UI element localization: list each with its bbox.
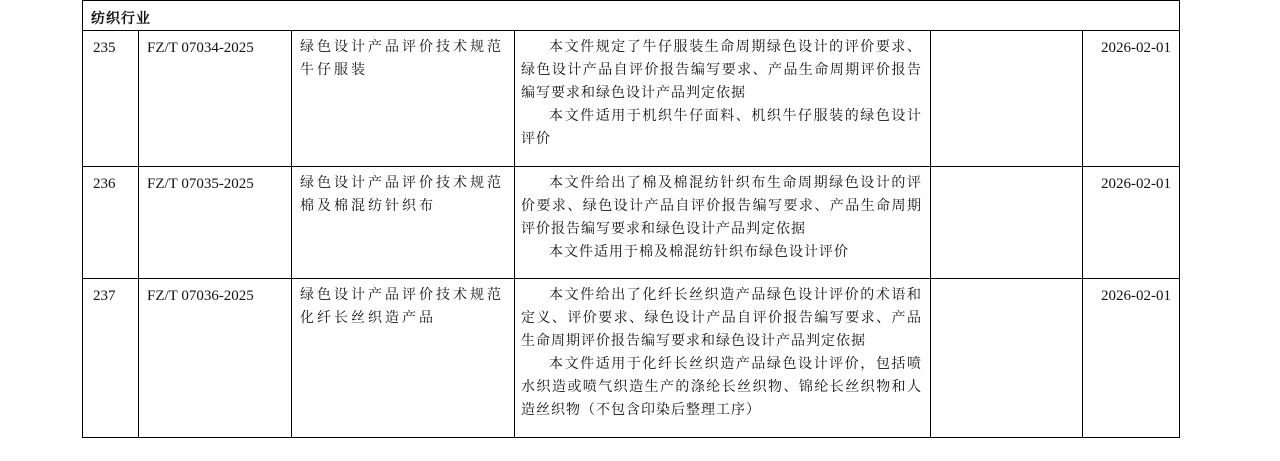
serial-number-cell xyxy=(83,31,139,167)
scope-paragraph: 本文件适用于棉及棉混纺针织布绿色设计评价 xyxy=(549,244,849,260)
implementation-date-cell xyxy=(1083,279,1180,438)
industry-header-row xyxy=(83,1,1180,31)
serial-number: 237 xyxy=(93,288,116,304)
standards-table xyxy=(82,0,1180,438)
scope-text xyxy=(515,279,930,422)
standard-name-cell xyxy=(292,279,515,438)
standard-code-cell xyxy=(139,167,292,279)
scope-cell xyxy=(515,31,931,167)
standard-name-cell xyxy=(292,167,515,279)
table-row xyxy=(83,279,1180,438)
serial-number-cell xyxy=(83,279,139,438)
standard-code: FZ/T 07035-2025 xyxy=(147,176,254,192)
scope-cell xyxy=(515,279,931,438)
scope-paragraph: 本文件给出了化纤长丝织造产品绿色设计评价的术语和定义、评价要求、绿色设计产品自评价报告编写要求、产品生命周期评价报告编写要求和绿色设计产品判定依据 xyxy=(521,287,922,349)
standard-name: 绿色设计产品评价技术规范 化纤长丝织造产品 xyxy=(300,287,504,326)
replaces-cell xyxy=(931,31,1083,167)
scope-paragraph: 本文件适用于化纤长丝织造产品绿色设计评价，包括喷水织造或喷气织造生产的涤纶长丝织物、锦纶长丝织物和人造丝织物（不包含印染后整理工序） xyxy=(521,356,922,418)
standard-code: FZ/T 07036-2025 xyxy=(147,288,254,304)
scope-cell xyxy=(515,167,931,279)
implementation-date: 2026-02-01 xyxy=(1101,40,1171,56)
replaces-cell xyxy=(931,167,1083,279)
serial-number-cell xyxy=(83,167,139,279)
scope-paragraph: 本文件给出了棉及棉混纺针织布生命周期绿色设计的评价要求、绿色设计产品自评价报告编写要求、产品生命周期评价报告编写要求和绿色设计产品判定依据 xyxy=(521,175,922,237)
scope-text xyxy=(515,167,930,264)
standard-code: FZ/T 07034-2025 xyxy=(147,40,254,56)
scope-paragraph: 本文件规定了牛仔服装生命周期绿色设计的评价要求、绿色设计产品自评价报告编写要求、产品生命周期评价报告编写要求和绿色设计产品判定依据 xyxy=(521,39,922,101)
serial-number: 236 xyxy=(93,176,116,192)
table-row xyxy=(83,167,1180,279)
scope-text xyxy=(515,31,930,151)
implementation-date: 2026-02-01 xyxy=(1101,176,1171,192)
industry-label: 纺织行业 xyxy=(91,11,151,27)
scope-paragraph: 本文件适用于机织牛仔面料、机织牛仔服装的绿色设计评价 xyxy=(521,108,922,147)
implementation-date: 2026-02-01 xyxy=(1101,288,1171,304)
implementation-date-cell xyxy=(1083,31,1180,167)
implementation-date-cell xyxy=(1083,167,1180,279)
standard-code-cell xyxy=(139,279,292,438)
serial-number: 235 xyxy=(93,40,116,56)
replaces-cell xyxy=(931,279,1083,438)
standard-name-cell xyxy=(292,31,515,167)
industry-cell xyxy=(83,1,1180,31)
standard-name: 绿色设计产品评价技术规范 棉及棉混纺针织布 xyxy=(300,175,504,214)
standard-name: 绿色设计产品评价技术规范 牛仔服装 xyxy=(300,39,504,78)
standard-code-cell xyxy=(139,31,292,167)
table-row xyxy=(83,31,1180,167)
